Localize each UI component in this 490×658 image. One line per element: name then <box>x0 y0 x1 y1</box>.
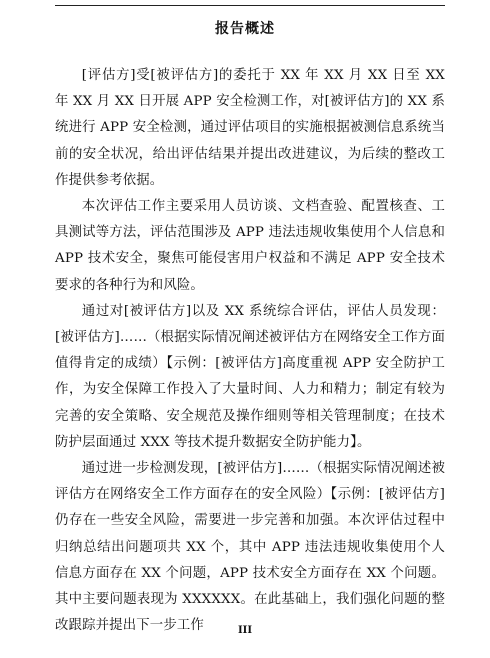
header-rule <box>55 5 445 6</box>
paragraph-methods: 本次评估工作主要采用人员访谈、文档查验、配置核查、工具测试等方法，评估范围涉及 APP 违法违规收集使用个人信息和 APP 技术安全，聚焦可能侵害用户权益和不满足 APP 安全技术要求的各种行为和风险。 <box>55 199 445 293</box>
paragraph-strengths: 通过对[被评估方]以及 XX 系统综合评估，评估人员发现：[被评估方]……（根据实际情况阐述被评估方在网络安全工作方面值得肯定的成绩）【示例：[被评估方]高度重视 APP 安全防护工作，为安全保障工作投入了大量时间、人力和精力；制定有较为完善的安全策略、安全规范及操作细则等相关管理制度；在技术防护层面通过 XXX 等技术提升数据安全防护能力】。 <box>55 303 445 450</box>
page-title: 报告概述 <box>215 21 275 37</box>
paragraph-intro: [评估方]受[被评估方]的委托于 XX 年 XX 月 XX 日至 XX 年 XX 月 XX 日开展 APP 安全检测工作，对[被评估方]的 XX 系统进行 APP 安全检测，通过评估项目的实施根据被测信息系统当前的安全状况，给出评估结果并提出改进建议，为后续的整改工作提供参考依据。 <box>55 68 445 188</box>
page-number: III <box>237 625 253 636</box>
body-text <box>55 63 445 639</box>
paragraph-risks: 通过进一步检测发现，[被评估方]……（根据实际情况阐述被评估方在网络安全工作方面存在的安全风险）【示例：[被评估方]仍存在一些安全风险，需要进一步完善和加强。本次评估过程中归纳总结出问题项共 XX 个，其中 APP 违法违规收集使用个人信息方面存在 XX 个问题，APP 技术安全方面存在 XX 个问题。其中主要问题表现为 XXXXXX。在此基础上，我们强化问题的整改跟踪并提出下一步工作 <box>55 461 445 634</box>
